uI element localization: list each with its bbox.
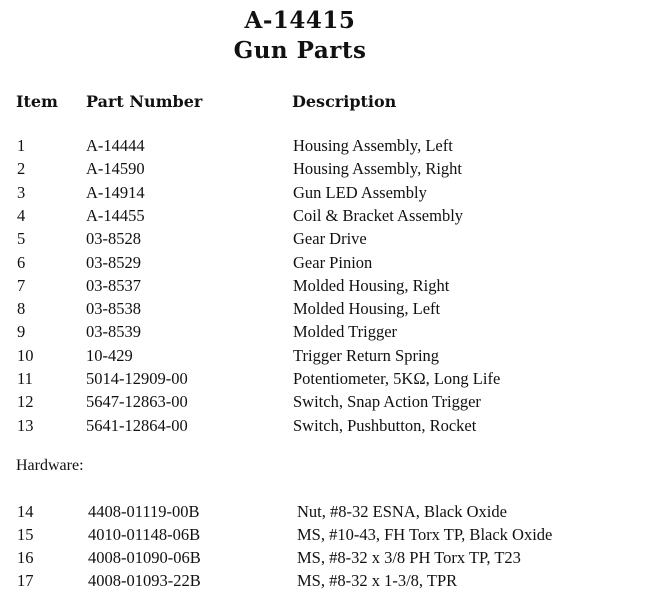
table-row [0, 569, 664, 592]
part-description: Housing Assembly, Left [293, 136, 453, 155]
item-number: 4 [17, 205, 26, 225]
part-description: MS, #8-32 x 1-3/8, TPR [297, 571, 458, 590]
table-row [0, 414, 664, 437]
part-number: 4408-01119-00B [88, 502, 200, 521]
part-description: Molded Housing, Right [293, 275, 450, 295]
item-number: 11 [17, 369, 33, 388]
part-description: Trigger Return Spring [293, 345, 440, 365]
part-number: 10-429 [86, 345, 133, 365]
part-number: A-14914 [86, 182, 145, 202]
part-number: 03-8539 [86, 322, 141, 342]
item-number: 6 [17, 252, 26, 272]
part-description: Switch, Pushbutton, Rocket [293, 415, 477, 435]
table-row [0, 181, 664, 204]
part-number: 4008-01093-22B [88, 571, 201, 590]
item-number: 10 [17, 345, 34, 365]
hardware-section-label: Hardware: [16, 457, 84, 474]
part-number: 03-8538 [86, 299, 141, 319]
part-number: A-14455 [86, 205, 145, 225]
part-number: 5641-12864-00 [86, 415, 188, 435]
table-row [0, 500, 664, 523]
item-number: 5 [17, 229, 26, 249]
part-description: Gun LED Assembly [293, 182, 427, 202]
item-number: 13 [17, 415, 34, 435]
part-number: 03-8537 [86, 275, 141, 295]
item-number: 17 [17, 571, 34, 590]
part-description: Switch, Snap Action Trigger [293, 392, 481, 412]
part-description: Gear Drive [293, 229, 367, 249]
part-description: Molded Trigger [293, 322, 398, 342]
part-number: 4008-01090-06B [88, 548, 201, 567]
part-description: MS, #8-32 x 3/8 PH Torx TP, T23 [297, 548, 521, 567]
part-number: 03-8529 [86, 252, 141, 272]
part-description: Molded Housing, Left [293, 299, 441, 319]
part-number: A-14444 [86, 136, 145, 155]
item-number: 16 [17, 548, 34, 567]
table-row [0, 274, 664, 297]
part-description: Housing Assembly, Right [293, 159, 462, 179]
item-number: 9 [17, 322, 26, 342]
table-row [0, 546, 664, 569]
part-description: Nut, #8-32 ESNA, Black Oxide [297, 502, 507, 521]
item-number: 7 [17, 275, 26, 295]
table-row [0, 390, 664, 413]
part-number: 5014-12909-00 [86, 369, 188, 388]
part-description: Potentiometer, 5KΩ, Long Life [293, 369, 501, 388]
part-number: 5647-12863-00 [86, 392, 188, 412]
table-row [0, 251, 664, 274]
table-row [0, 367, 664, 390]
table-row [0, 344, 664, 367]
part-description: MS, #10-43, FH Torx TP, Black Oxide [297, 525, 553, 544]
column-header-item: Item [16, 92, 58, 111]
table-row [0, 523, 664, 546]
part-number: 4010-01148-06B [88, 525, 201, 544]
column-header-description: Description [292, 92, 397, 111]
item-number: 2 [17, 159, 26, 179]
table-row [0, 134, 664, 157]
item-number: 12 [17, 392, 34, 412]
title-block [0, 6, 600, 66]
column-header-part-number: Part Number [86, 92, 203, 111]
table-row [0, 297, 664, 320]
table-row [0, 157, 664, 180]
part-number: A-14590 [86, 159, 145, 179]
item-number: 1 [17, 136, 26, 155]
table-row [0, 320, 664, 343]
item-number: 3 [17, 182, 26, 202]
document-number: A-14415 [244, 7, 356, 34]
part-description: Coil & Bracket Assembly [293, 205, 464, 225]
item-number: 8 [17, 299, 26, 319]
table-row [0, 204, 664, 227]
item-number: 15 [17, 525, 34, 544]
item-number: 14 [17, 502, 34, 521]
table-row [0, 227, 664, 250]
part-number: 03-8528 [86, 229, 141, 249]
document-title: Gun Parts [233, 37, 367, 64]
part-description: Gear Pinion [293, 252, 373, 272]
